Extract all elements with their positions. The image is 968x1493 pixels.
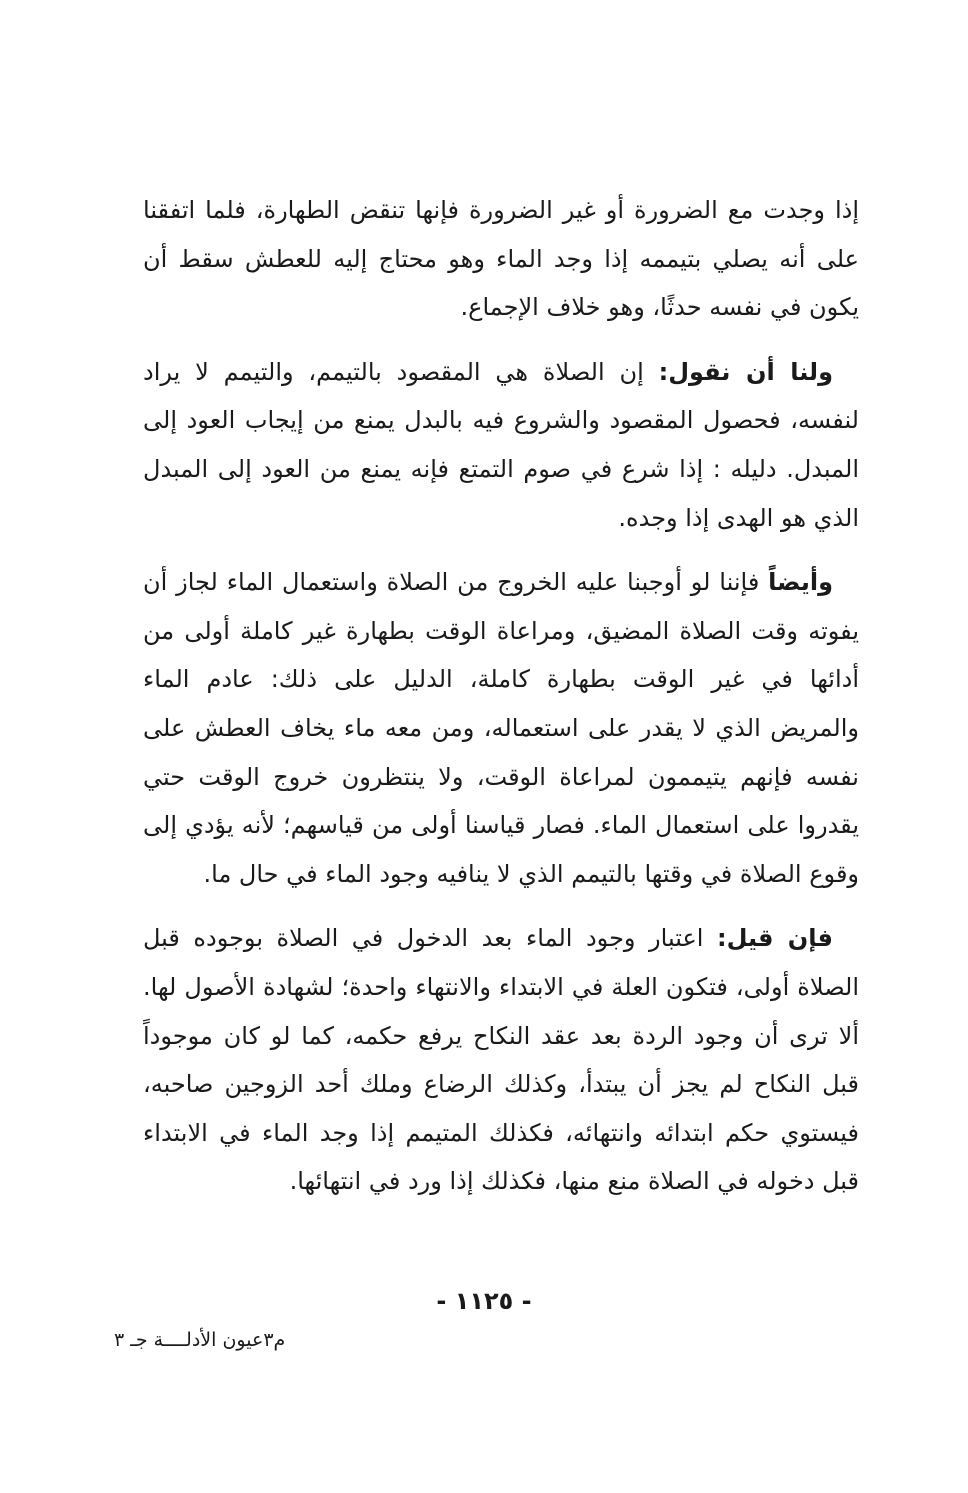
paragraph-4 [143,914,859,1206]
page-number: - ١١٢٥ - [436,1287,532,1315]
body-text [143,186,859,1222]
paragraph-3 [143,558,859,898]
paragraph-3-text: فإننا لو أوجبنا عليه الخروج من الصلاة واستعمال الماء لجاز أن يفوته وقت الصلاة المضيق، ومراعاة الوقت بطهارة غير كاملة أولى من أدائها في غير الوقت بطهارة كاملة، الدليل على ذلك: عادم الماء والمريض الذي لا يقدر على استعماله، ومن معه ماء يخاف العطش على نفسه فإنهم يتيممون لمراعاة الوقت، ولا ينتظرون خروج الوقت حتي يقدروا على استعمال الماء. فصار قياسنا أولى من قياسهم؛ لأنه يؤدي إلى وقوع الصلاة في وقتها بالتيمم الذي لا ينافيه وجود الماء في حال ما. [143,568,859,888]
paragraph-4-lead: فإن قيل: [716,924,833,953]
paragraph-4-text: اعتبار وجود الماء بعد الدخول في الصلاة بوجوده قبل الصلاة أولى، فتكون العلة في الابتداء والانتهاء واحدة؛ لشهادة الأصول لها. ألا ترى أن وجود الردة بعد عقد النكاح يرفع حكمه، كما لو كان موجوداً قبل النكاح لم يجز أن يبتدأ، وكذلك الرضاع وملك أحد الزوجين صاحبه، فيستوي حكم ابتدائه وانتهائه، فكذلك المتيمم إذا وجد الماء في الابتداء قبل دخوله في الصلاة منع منها، فكذلك إذا ورد في انتهائها. [143,924,859,1196]
paragraph-2 [143,348,859,542]
footer-signature: م٣عيون الأدلــــة جـ ٣ [114,1329,286,1351]
paragraph-1-text: إذا وجدت مع الضرورة أو غير الضرورة فإنها تنقض الطهارة، فلما اتفقنا على أنه يصلي بتيممه إذا وجد الماء وهو محتاج إليه للعطش سقط أن يكون في نفسه حدثًا، وهو خلاف الإجماع. [143,196,859,322]
paragraph-3-lead: وأيضاً [768,568,833,597]
paragraph-2-text: إن الصلاة هي المقصود بالتيمم، والتيمم لا يراد لنفسه، فحصول المقصود والشروع فيه بالبدل يمنع من إيجاب العود إلى المبدل. دليله : إذا شرع في صوم التمتع فإنه يمنع من العود إلى المبدل الذي هو الهدى إذا وجده. [143,357,859,532]
paragraph-1 [143,186,859,332]
paragraph-2-lead: ولنا أن نقول: [658,357,833,386]
